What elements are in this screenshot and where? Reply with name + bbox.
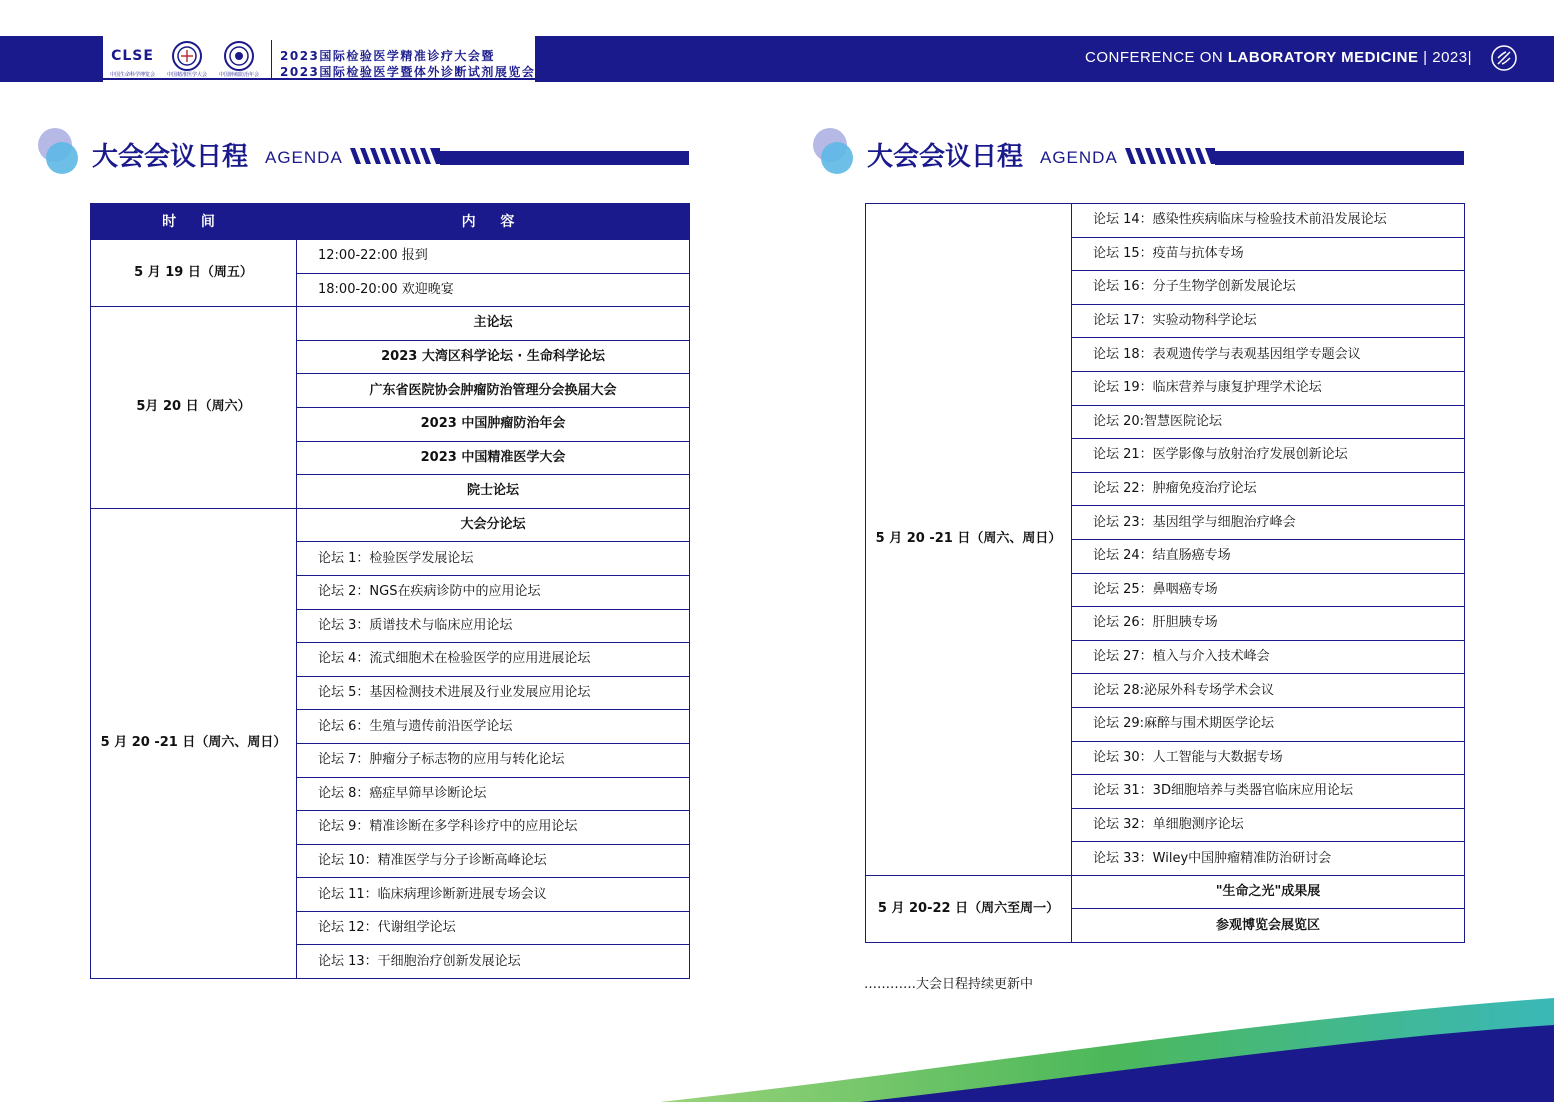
session-cell: 论坛 29:麻醉与围术期医学论坛 (1072, 707, 1465, 741)
tumor-prevention-seal-icon (224, 41, 254, 71)
logo-caption: 中国精准医学大会 (167, 72, 208, 78)
session-title-cell: "生命之光"成果展 (1072, 875, 1465, 909)
date-cell: 5 月 20 -21 日（周六、周日） (866, 204, 1072, 876)
session-cell: 论坛 19：临床营养与康复护理学术论坛 (1072, 371, 1465, 405)
session-title-cell: 广东省医院协会肿瘤防治管理分会换届大会 (297, 374, 690, 408)
session-title-cell: 大会分论坛 (297, 508, 690, 542)
session-title-cell: 参观博览会展览区 (1072, 909, 1465, 943)
column-header-time: 时 间 (91, 204, 297, 240)
agenda-table-right (865, 203, 1465, 943)
date-cell: 5 月 20 -21 日（周六、周日） (91, 508, 297, 978)
session-cell: 论坛 30：人工智能与大数据专场 (1072, 741, 1465, 775)
column-header-content: 内 容 (297, 204, 690, 240)
session-cell: 论坛 31：3D细胞培养与类器官临床应用论坛 (1072, 775, 1465, 809)
precision-medicine-logo (167, 41, 207, 78)
logo-caption: 中国肿瘤防治年会 (219, 72, 260, 78)
table-row (91, 307, 690, 341)
stripes-decoration (350, 148, 440, 164)
session-cell: 论坛 2：NGS在疾病诊防中的应用论坛 (297, 575, 690, 609)
header-title-line2: 2023国际检验医学暨体外诊断试剂展览会 (280, 65, 536, 79)
session-cell: 论坛 7：肿瘤分子标志物的应用与转化论坛 (297, 743, 690, 777)
heading-bar (1215, 151, 1464, 165)
conference-banner (1085, 48, 1472, 68)
session-cell: 论坛 22：肿瘤免疫治疗论坛 (1072, 472, 1465, 506)
section-title: 大会会议日程 (867, 142, 1024, 172)
session-cell: 论坛 24：结直肠癌专场 (1072, 539, 1465, 573)
session-cell: 论坛 25：鼻咽癌专场 (1072, 573, 1465, 607)
table-row (91, 508, 690, 542)
session-cell: 论坛 33：Wiley中国肿瘤精准防治研讨会 (1072, 842, 1465, 876)
date-cell: 5 月 19 日（周五） (91, 240, 297, 307)
date-cell: 5 月 20-22 日（周六至周一） (866, 875, 1072, 942)
precision-medicine-seal-icon (172, 41, 202, 71)
session-cell: 论坛 1：检验医学发展论坛 (297, 542, 690, 576)
header-title (280, 48, 535, 80)
update-note: …………大会日程持续更新中 (864, 977, 1034, 992)
session-cell: 论坛 26：肝胆胰专场 (1072, 607, 1465, 641)
header-title-line1: 2023国际检验医学精准诊疗大会暨 (280, 49, 495, 63)
table-row (866, 204, 1465, 238)
conference-bold: LABORATORY MEDICINE (1227, 49, 1419, 66)
session-title-cell: 主论坛 (297, 307, 690, 341)
session-cell: 论坛 27：植入与介入技术峰会 (1072, 640, 1465, 674)
conference-suffix: | 2023| (1418, 49, 1472, 66)
session-cell: 论坛 6：生殖与遗传前沿医学论坛 (297, 710, 690, 744)
section-heading-right (813, 128, 1465, 178)
session-title-cell: 2023 中国精准医学大会 (297, 441, 690, 475)
section-subtitle: AGENDA (265, 148, 343, 167)
session-cell: 论坛 5：基因检测技术进展及行业发展应用论坛 (297, 676, 690, 710)
section-title: 大会会议日程 (92, 142, 249, 172)
session-cell: 论坛 20:智慧医院论坛 (1072, 405, 1465, 439)
session-cell: 论坛 10：精准医学与分子诊断高峰论坛 (297, 844, 690, 878)
table-header-row (91, 204, 690, 240)
conference-prefix: CONFERENCE ON (1085, 49, 1228, 66)
session-title-cell: 2023 中国肿瘤防治年会 (297, 407, 690, 441)
logo-group (110, 36, 270, 82)
heading-circle-icon (46, 142, 78, 174)
date-cell: 5月 20 日（周六） (91, 307, 297, 509)
table-row (91, 240, 690, 274)
header-band-left (0, 36, 103, 82)
session-cell: 12:00-22:00 报到 (297, 240, 690, 274)
session-title-cell: 院士论坛 (297, 475, 690, 509)
session-cell: 论坛 14：感染性疾病临床与检验技术前沿发展论坛 (1072, 204, 1465, 238)
session-cell: 论坛 3：质谱技术与临床应用论坛 (297, 609, 690, 643)
header-divider (271, 40, 272, 80)
heading-circle-icon (821, 142, 853, 174)
dna-icon (1490, 44, 1518, 72)
session-cell: 论坛 21：医学影像与放射治疗发展创新论坛 (1072, 439, 1465, 473)
section-subtitle: AGENDA (1040, 148, 1118, 167)
session-cell: 论坛 15：疫苗与抗体专场 (1072, 237, 1465, 271)
session-cell: 论坛 16：分子生物学创新发展论坛 (1072, 271, 1465, 305)
session-cell: 论坛 8：癌症早筛早诊断论坛 (297, 777, 690, 811)
session-cell: 论坛 23：基因组学与细胞治疗峰会 (1072, 506, 1465, 540)
heading-bar (440, 151, 689, 165)
clse-logo (110, 41, 155, 78)
session-cell: 18:00-20:00 欢迎晚宴 (297, 273, 690, 307)
session-cell: 论坛 32：单细胞测序论坛 (1072, 808, 1465, 842)
clse-logo-mark: CLSE (111, 48, 154, 64)
session-cell: 论坛 17：实验动物科学论坛 (1072, 304, 1465, 338)
section-heading-left (38, 128, 690, 178)
stripes-decoration (1125, 148, 1215, 164)
session-cell: 论坛 13：干细胞治疗创新发展论坛 (297, 945, 690, 979)
table-row (866, 875, 1465, 909)
agenda-table-left (90, 203, 690, 979)
tumor-prevention-logo (219, 41, 259, 78)
logo-caption: 中国生命科学博览会 (110, 72, 156, 78)
session-cell: 论坛 11：临床病理诊断新进展专场会议 (297, 878, 690, 912)
session-cell: 论坛 4：流式细胞术在检验医学的应用进展论坛 (297, 643, 690, 677)
session-cell: 论坛 18：表观遗传学与表观基因组学专题会议 (1072, 338, 1465, 372)
session-title-cell: 2023 大湾区科学论坛 · 生命科学论坛 (297, 340, 690, 374)
session-cell: 论坛 9：精准诊断在多学科诊疗中的应用论坛 (297, 811, 690, 845)
bottom-swoosh-decoration (0, 980, 1554, 1102)
session-cell: 论坛 28:泌尿外科专场学术会议 (1072, 674, 1465, 708)
session-cell: 论坛 12：代谢组学论坛 (297, 911, 690, 945)
